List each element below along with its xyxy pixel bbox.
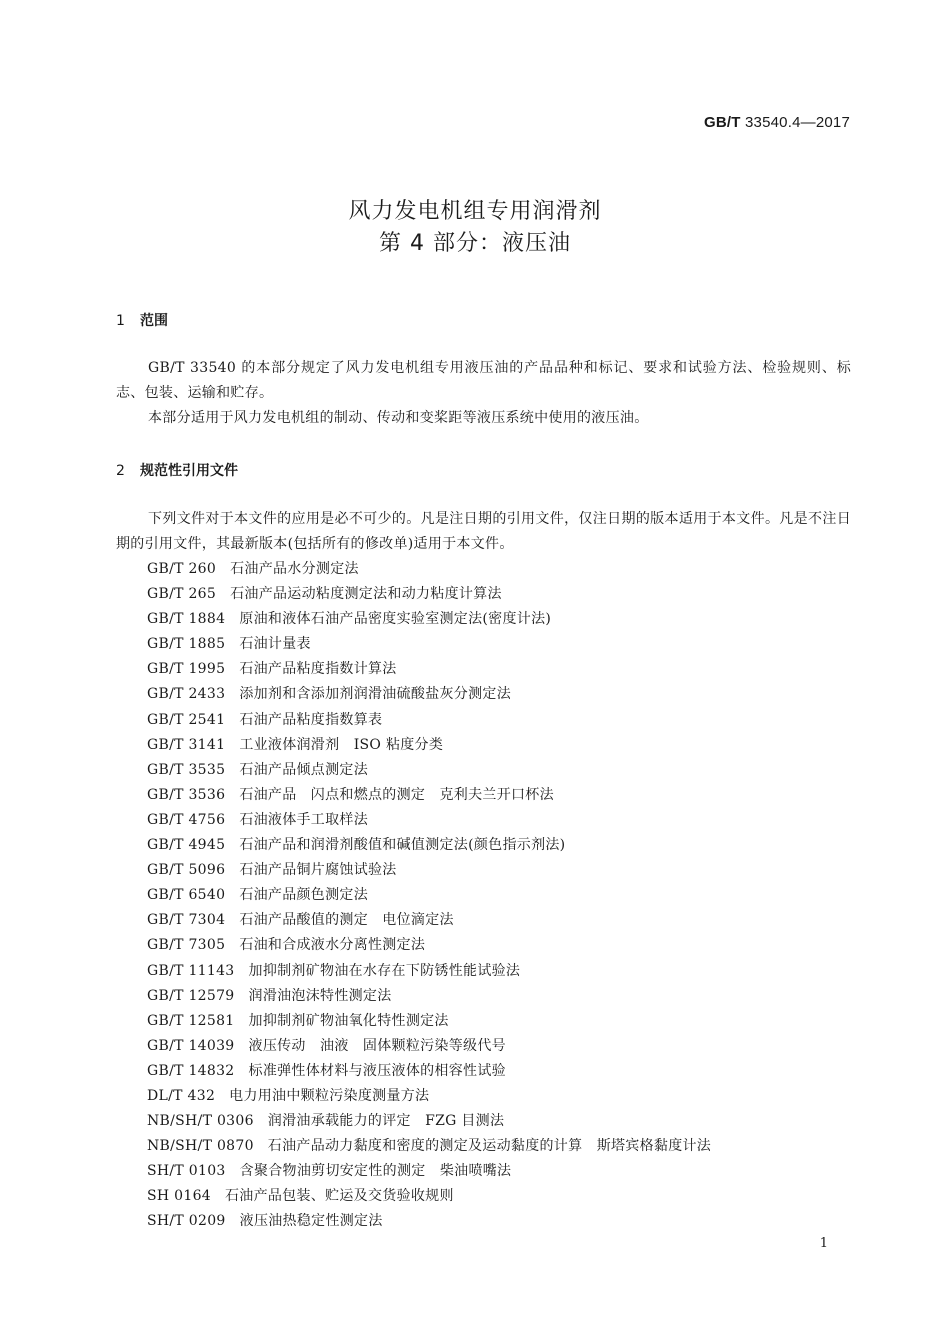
reference-title: 石油产品水分测定法 [230,561,359,577]
reference-item [147,858,867,883]
reference-title: 加抑制剂矿物油氧化特性测定法 [248,1012,449,1029]
reference-item [147,933,867,958]
reference-item [147,883,867,908]
reference-title: 石油产品和润滑剂酸值和碱值测定法(颜色指示剂法) [239,837,566,854]
reference-item [147,708,867,733]
reference-item [147,657,867,682]
reference-code: GB/T 3535 [147,761,226,778]
reference-title: 润滑油泡沫特性测定法 [248,987,392,1004]
reference-title: 加抑制剂矿物油在水存在下防锈性能试验法 [248,962,521,979]
reference-item [147,1059,867,1084]
reference-item [147,833,867,858]
reference-title: 石油产品倾点测定法 [239,761,369,778]
reference-code: GB/T 4945 [147,837,226,854]
reference-title: 石油产品 闪点和燃点的测定 克利夫兰开口杯法 [239,786,554,803]
reference-item [147,1159,867,1184]
reference-code: GB/T 4756 [147,811,226,828]
reference-title: 石油液体手工取样法 [239,811,369,828]
reference-title: 石油产品铜片腐蚀试验法 [239,862,397,879]
reference-title: 液压传动 油液 固体颗粒污染等级代号 [248,1037,506,1054]
reference-item [147,984,867,1009]
reference-title: 工业液体润滑剂 ISO 粘度分类 [239,736,444,753]
reference-item [147,1184,867,1209]
reference-code: GB/T 1995 [147,661,226,678]
reference-code: GB/T 14039 [147,1037,235,1054]
reference-code: NB/SH/T 0306 [147,1113,254,1130]
reference-code: GB/T 7304 [147,912,226,929]
reference-code: GB/T 3536 [147,786,226,803]
reference-code: GB/T 7305 [147,937,226,954]
normative-references-list [147,557,867,1235]
reference-title: 石油产品酸值的测定 电位滴定法 [239,912,454,929]
reference-code: GB/T 1884 [147,611,226,628]
reference-code: GB/T 265 [147,586,217,603]
reference-code: DL/T 432 [147,1087,216,1104]
standard-code [704,114,850,131]
reference-code: GB/T 12579 [147,987,235,1004]
reference-item [147,557,867,582]
reference-item [147,959,867,984]
reference-code: NB/SH/T 0870 [147,1138,254,1155]
reference-code: GB/T 2541 [147,711,226,728]
reference-title: 含聚合物油剪切安定性的测定 柴油喷嘴法 [239,1163,512,1180]
reference-item [147,1134,867,1159]
reference-title: 石油产品粘度指数算表 [239,711,383,728]
section-title: 范围 [140,313,168,329]
title-line-1: 风力发电机组专用润滑剂 [348,199,602,224]
section-2-heading [116,460,238,480]
section-title: 规范性引用文件 [140,463,238,479]
reference-title: 石油计量表 [239,636,311,653]
document-title [0,196,950,260]
reference-item [147,908,867,933]
reference-title: 石油和合成液水分离性测定法 [239,937,426,954]
reference-item [147,783,867,808]
reference-code: GB/T 3141 [147,736,226,753]
section-2-paragraph-1: 下列文件对于本文件的应用是必不可少的。凡是注日期的引用文件，仅注日期的版本适用于本文件。凡是不注日期的引用文件，其最新版本(包括所有的修改单)适用于本文件。 [116,511,851,552]
reference-code: SH 0164 [147,1188,211,1205]
reference-item [147,1034,867,1059]
reference-title: 电力用油中颗粒污染度测量方法 [229,1087,430,1104]
reference-code: GB/T 2433 [147,686,226,703]
reference-code: GB/T 260 [147,561,217,577]
reference-title: 液压油热稳定性测定法 [239,1213,383,1230]
reference-code: GB/T 11143 [147,962,235,979]
reference-code: GB/T 1885 [147,636,226,653]
reference-item [147,607,867,632]
title-line-2: 第 4 部分：液压油 [379,231,571,256]
section-1-paragraph-2: 本部分适用于风力发电机组的制动、传动和变桨距等液压系统中使用的液压油。 [148,410,649,426]
section-number: 1 [116,313,125,329]
reference-item [147,682,867,707]
reference-title: 石油产品颜色测定法 [239,887,369,904]
reference-item [147,1209,867,1234]
reference-code: GB/T 5096 [147,862,226,879]
section-1-heading [116,310,168,330]
reference-item [147,1109,867,1134]
reference-title: 润滑油承载能力的评定 FZG 目测法 [267,1113,505,1130]
reference-item [147,632,867,657]
reference-code: GB/T 6540 [147,887,226,904]
reference-code: GB/T 12581 [147,1012,235,1029]
reference-item [147,758,867,783]
reference-item [147,1084,867,1109]
reference-title: 石油产品运动粘度测定法和动力粘度计算法 [230,586,502,603]
reference-title: 添加剂和含添加剂润滑油硫酸盐灰分测定法 [239,686,512,703]
reference-code: GB/T 14832 [147,1062,235,1079]
reference-title: 原油和液体石油产品密度实验室测定法(密度计法) [239,611,552,628]
reference-title: 石油产品粘度指数计算法 [239,661,397,678]
reference-item [147,582,867,607]
reference-title: 石油产品动力黏度和密度的测定及运动黏度的计算 斯塔宾格黏度计法 [267,1138,712,1155]
page-number: 1 [819,1236,828,1251]
reference-item [147,1009,867,1034]
reference-item [147,733,867,758]
section-1-paragraph-1: GB/T 33540 的本部分规定了风力发电机组专用液压油的产品品种和标记、要求和试验方法、检验规则、标志、包装、运输和贮存。 [116,360,851,401]
reference-code: SH/T 0103 [147,1163,226,1180]
reference-code: SH/T 0209 [147,1213,226,1230]
reference-item [147,808,867,833]
reference-title: 标准弹性体材料与液压液体的相容性试验 [248,1062,506,1079]
section-number: 2 [116,463,125,479]
standard-number: 33540.4—2017 [745,114,850,131]
standard-prefix: GB/T [703,114,741,131]
reference-title: 石油产品包装、贮运及交货验收规则 [224,1188,454,1205]
